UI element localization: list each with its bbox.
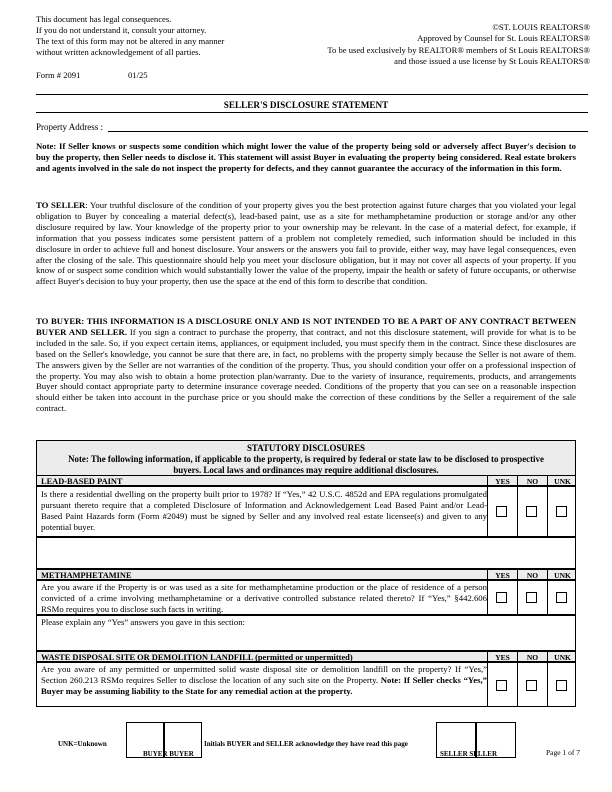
explain-prompt: Please explain any “Yes” answers you gave in this section: [41, 617, 245, 627]
col-no: NO [517, 570, 547, 581]
section-title: METHAMPHETAMINE [41, 571, 132, 580]
section-header-lead [36, 475, 576, 486]
legal-notice-line: If you do not understand it, consult your attorney. [36, 25, 207, 35]
question-bold-note: Note: If Seller checks “Yes,” Buyer may be assuming liability to the State for any remedial action at the property. [41, 674, 487, 696]
section-title: LEAD-BASED PAINT [41, 477, 123, 486]
column-divider [487, 663, 488, 706]
statutory-header [36, 440, 576, 475]
to-buyer-text: If you sign a contract to purchase the property, that contract, and not this disclosure statement, will provide for what is to be included in the sale. So, if you expect certain items, appliances, or equipment included, you must specify them in the contract. Since these disclosures are based on the Seller's knowledge, you cannot be sure that there are, in fact, no problems with the property simply because the Seller is not aware of them. The answers given by the Seller are not warranties of the condition of the property. Thus, you should condition your offer on a professional inspection of the property. You may also wish to obtain a home protection plan/warranty. Due to the variety of insurance, requirements, products, and arrangements Buyer should contact appropriate party to determine insurance coverage needed. Conditions of the property that you can see on a reasonable inspection should either be taken into account in the purchase price or you should make the correction of these conditions by the Seller a requirement of the sale contract. [36, 326, 576, 414]
copyright-block [327, 22, 590, 67]
to-seller-paragraph [36, 200, 576, 287]
question-text [41, 664, 487, 697]
waste-yes-checkbox[interactable] [496, 680, 507, 691]
meth-no-checkbox[interactable] [526, 592, 537, 603]
column-divider [547, 581, 548, 614]
initials-instruction: Initials BUYER and SELLER acknowledge they have read this page [204, 740, 408, 748]
meth-yes-checkbox[interactable] [496, 592, 507, 603]
col-yes: YES [487, 652, 517, 663]
page-title: SELLER'S DISCLOSURE STATEMENT [223, 100, 389, 110]
to-buyer-lead: TO BUYER: THIS INFORMATION IS A DISCLOSURE ONLY AND IS NOT INTENDED TO BE A PART OF ANY CONTRACT BETWEEN BUYER AND SELLER. [36, 316, 576, 337]
property-address-label: Property Address : [36, 122, 103, 132]
question-text: Is there a residential dwelling on the property built prior to 1978? If “Yes,” 42 U.S.C. 4852d and EPA regulations promulgated pursuant thereto require that a completed Disclosure of Information and Acknowledgement Lead Based Paint and/or Lead-Based Paint Hazards form (Form #2049) must be signed by Seller and any involved real estate licensee(s) and given to any potential buyer. [41, 489, 487, 532]
col-unk: UNK [547, 570, 577, 581]
col-yes: YES [487, 476, 517, 487]
to-seller-text: : Your truthful disclosure of the condition of your property gives you the best protection against future charges that you violated your legal obligation to Buyer by concealing a material defect(s), lead-based paint, use as a site for methamphetamine production or storage and/or any other disclosure required by law. Your knowledge of the property prior to your ownership may be relevant. In the case of a material defect, for example, if information that you possess indicates some persistent pattern of a problem not completely remedied, such information should be included in this disclosure in order to achieve full and honest disclosure. Your answers or the answers you fail to provide, either way, may have legal consequences, even after the closing of the sale. This questionnaire should help you meet your disclosure obligation, but it may not cover all aspects of your property. If you know of or suspect some condition which would substantially lower the value of the property, impair the health or safety of future occupants, or otherwise affect Buyer's decision to buy your property, then use the space at the end of this form to describe that condition. [36, 200, 576, 287]
column-divider [487, 487, 488, 536]
column-divider [517, 487, 518, 536]
legal-notice [36, 14, 306, 58]
property-address-field[interactable] [108, 131, 588, 132]
copyright-line: To be used exclusively by REALTOR® members of St Louis REALTORS® [327, 44, 590, 55]
column-divider [517, 581, 518, 614]
question-plain: Are you aware of any permitted or unpermitted solid waste disposal site or demolition landfill on the property? If “Yes,” Section 260.213 RSMo requires Seller to disclose the location of any such site on the Property. [41, 664, 487, 685]
copyright-line: Approved by Counsel for St. Louis REALTORS® [417, 33, 590, 44]
statutory-note: Note: The following information, if applicable to the property, is required by federal or state law to be disclosed to prospective buyers. Local laws and ordinances may require additional disclosures. [68, 454, 544, 475]
legal-notice-line: The text of this form may not be altered in any manner [36, 36, 225, 46]
column-divider [547, 487, 548, 536]
to-seller-lead: TO SELLER [36, 200, 86, 210]
statutory-title: STATUTORY DISCLOSURES [247, 443, 365, 453]
meth-explanation-area[interactable] [36, 615, 576, 651]
column-divider [517, 663, 518, 706]
divider [36, 112, 588, 113]
col-unk: UNK [547, 652, 577, 663]
note-paragraph: Note: If Seller knows or suspects some condition which might lower the value of the property being sold or adversely affect Buyer's decision to buy the property, then Seller needs to disclose it. This statement will assist Buyer in evaluating the property being considered. Real estate brokers and agents involved in the sale do not inspect the property for defects, and they cannot guarantee the accuracy of the information in this form. [36, 141, 576, 173]
question-row-waste [36, 662, 576, 707]
legal-notice-line: without written acknowledgement of all parties. [36, 47, 201, 57]
question-row-meth [36, 580, 576, 615]
lead-explanation-area[interactable] [36, 537, 576, 569]
col-no: NO [517, 652, 547, 663]
divider [36, 94, 588, 95]
col-no: NO [517, 476, 547, 487]
meth-unk-checkbox[interactable] [556, 592, 567, 603]
section-header-meth [36, 569, 576, 580]
seller-labels: SELLER SELLER [440, 750, 497, 758]
col-unk: UNK [547, 476, 577, 487]
lead-no-checkbox[interactable] [526, 506, 537, 517]
form-date: 01/25 [128, 70, 148, 80]
legal-notice-line: This document has legal consequences. [36, 14, 172, 24]
section-title: WASTE DISPOSAL SITE OR DEMOLITION LANDFILL (permitted or unpermitted) [41, 653, 353, 662]
column-divider [487, 581, 488, 614]
buyer-labels: BUYER BUYER [143, 750, 194, 758]
col-yes: YES [487, 570, 517, 581]
column-divider [547, 663, 548, 706]
unk-legend: UNK=Unknown [58, 740, 107, 748]
copyright-line: ©ST. LOUIS REALTORS® [492, 22, 590, 32]
section-header-waste [36, 651, 576, 662]
lead-yes-checkbox[interactable] [496, 506, 507, 517]
page-number: Page 1 of 7 [546, 748, 580, 757]
waste-no-checkbox[interactable] [526, 680, 537, 691]
to-buyer-paragraph [36, 316, 576, 414]
question-row-lead [36, 486, 576, 537]
form-number: Form # 2091 [36, 70, 81, 80]
question-text: Are you aware if the Property is or was used as a site for methamphetamine production or the place of residence of a person convicted of a crime involving methamphetamine or a derivative controlled substance related thereto? If “Yes,” §442.606 RSMo requires you to disclose such facts in writing. [41, 582, 487, 614]
copyright-line: and those issued a use license by St Louis REALTORS® [394, 55, 590, 66]
lead-unk-checkbox[interactable] [556, 506, 567, 517]
waste-unk-checkbox[interactable] [556, 680, 567, 691]
